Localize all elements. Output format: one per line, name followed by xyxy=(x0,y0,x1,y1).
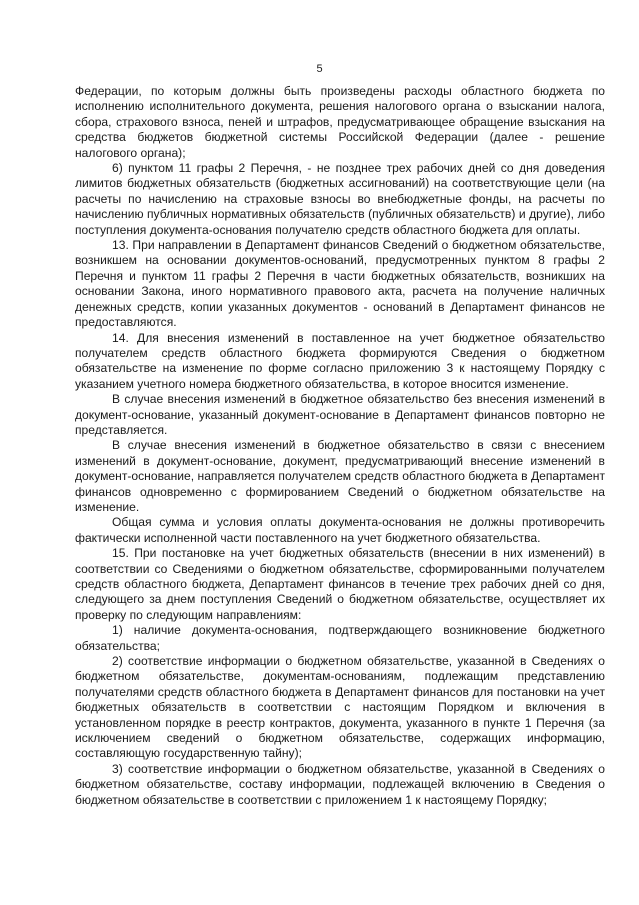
paragraph-continuation: Федерации, по которым должны быть произведены расходы областного бюджета по исполнению исполнительного документа, решения налогового органа о взыскании налога, сбора, страхового взноса, пеней и штрафов, предусматривающее обращение взыскания на средства бюджетов бюджетной системы Российской Федерации (далее - решение налогового органа); xyxy=(75,84,605,160)
paragraph-no-doc-change: В случае внесения изменений в бюджетное обязательство без внесения изменений в документ-основание, указанный документ-основание в Департамент финансов повторно не представляется. xyxy=(75,392,605,437)
paragraph-clause-14: 14. Для внесения изменений в поставленное на учет бюджетное обязательство получателем средств областного бюджета формируются Сведения о бюджетном обязательстве на изменение по форме согласно приложению 3 к настоящему Порядку с указанием учетного номера бюджетного обязательства, в которое вносится изменение. xyxy=(75,330,605,391)
paragraph-check-1: 1) наличие документа-основания, подтверждающего возникновение бюджетного обязательства; xyxy=(75,623,605,653)
paragraph-item-6: 6) пунктом 11 графы 2 Перечня, - не позднее трех рабочих дней со дня доведения лимитов бюджетных обязательств (бюджетных ассигнований) на соответствующие цели (на расчеты по начислению на страховые взносы во внебюджетные фонды, на расчеты по начислению публичных нормативных обязательств (публичных обязательств) и другие), либо поступления документа-основания получателю средств областного бюджета для оплаты. xyxy=(75,161,605,237)
document-body xyxy=(75,84,605,808)
paragraph-clause-15: 15. При постановке на учет бюджетных обязательств (внесении в них изменений) в соответствии со Сведениями о бюджетном обязательстве, сформированными получателем средств областного бюджета, Департамент финансов в течение трех рабочих дней со дня, следующего за днем поступления Сведений о бюджетном обязательстве, осуществляет их проверку по следующим направлениям: xyxy=(75,546,605,622)
paragraph-clause-13: 13. При направлении в Департамент финансов Сведений о бюджетном обязательстве, возникшем на основании документов-оснований, предусмотренных пунктом 8 графы 2 Перечня и пунктом 11 графы 2 Перечня в части бюджетных обязательств, возникших на основании Закона, иного нормативного правового акта, расчета на получение наличных денежных средств, копии указанных документов - оснований в Департамент финансов не предоставляются. xyxy=(75,238,605,330)
paragraph-check-2: 2) соответствие информации о бюджетном обязательстве, указанной в Сведениях о бюджетном обязательстве, документам-основаниям, подлежащим представлению получателями средств областного бюджета в Департамент финансов для постановки на учет бюджетных обязательств в соответствии с настоящим Порядком и включения в установленном порядке в реестр контрактов, документа, указанного в пункте 1 Перечня (за исключением сведений о бюджетном обязательстве, содержащих информацию, составляющую государственную тайну); xyxy=(75,654,605,761)
paragraph-with-doc-change: В случае внесения изменений в бюджетное обязательство в связи с внесением изменений в документ-основание, документ, предусматривающий внесение изменений в документ-основание, направляется получателем средств областного бюджета в Департамент финансов одновременно с формированием Сведений о бюджетном обязательстве на изменение. xyxy=(75,438,605,514)
paragraph-check-3: 3) соответствие информации о бюджетном обязательстве, указанной в Сведениях о бюджетном обязательстве, составу информации, подлежащей включению в Сведения о бюджетном обязательстве в соответствии с приложением 1 к настоящему Порядку; xyxy=(75,761,605,807)
paragraph-total-amount: Общая сумма и условия оплаты документа-основания не должны противоречить фактически исполненной части поставленного на учет бюджетного обязательства. xyxy=(75,515,605,545)
page-number: 5 xyxy=(316,63,323,75)
